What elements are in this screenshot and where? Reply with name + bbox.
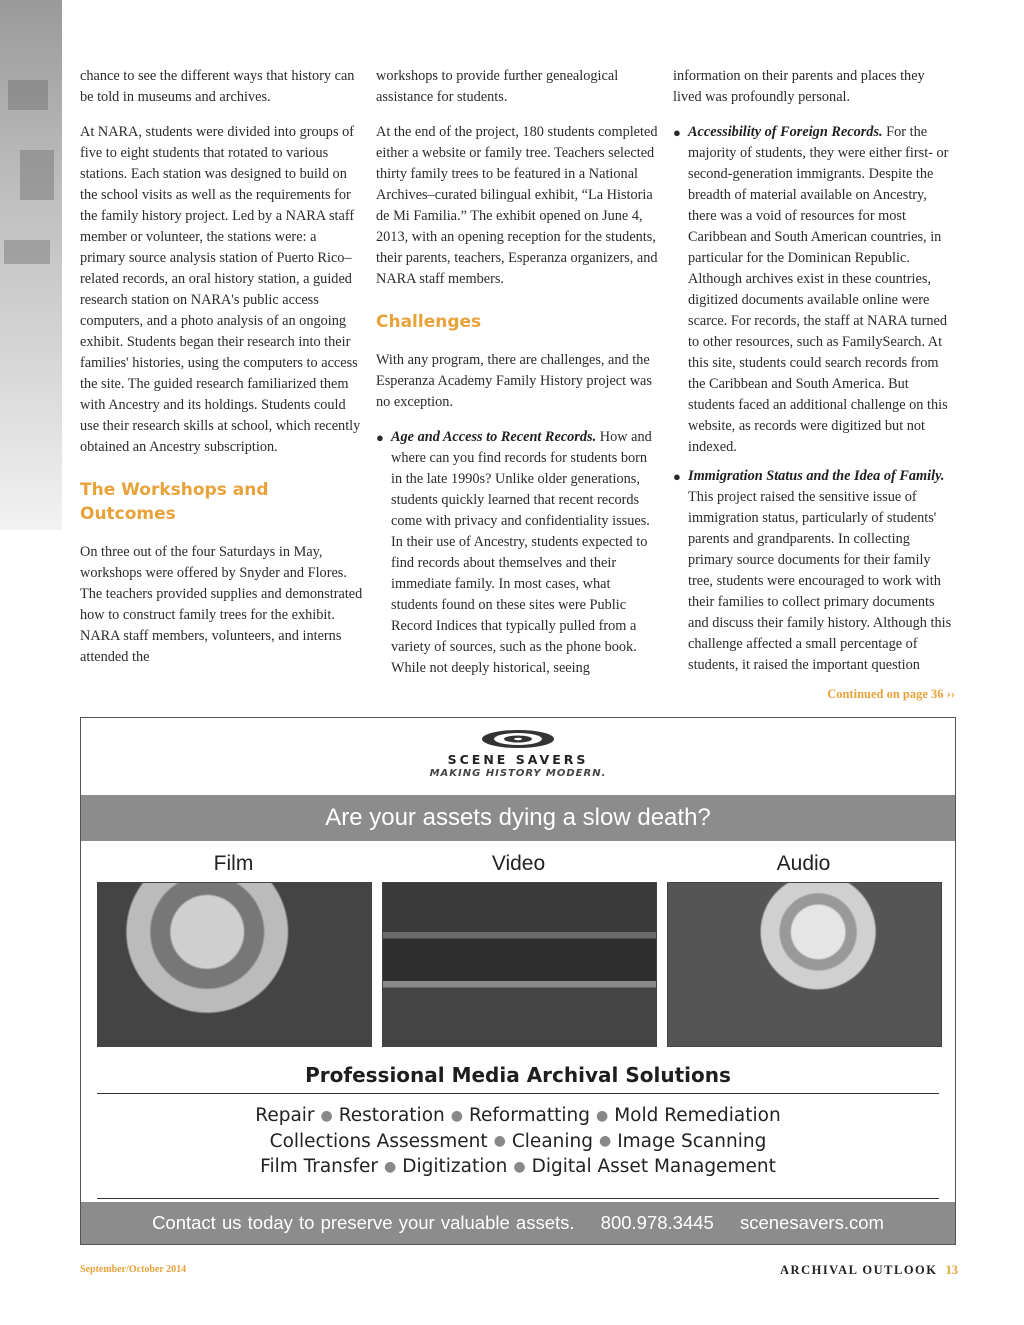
bullet-item [673, 466, 955, 676]
phone-number[interactable]: 800.978.3445 [600, 1212, 714, 1233]
brand-name: SCENE SAVERS [447, 752, 589, 767]
bullet-text: This project raised the sensitive issue of immigration status, particularly of students' parents and grandparents. In collecting primary source documents for their family tree, students were encouraged to work with their families to collect primary documents and discuss their family history. Although this challenge affected a small percentage of students, it raised the important question [688, 489, 952, 673]
service: Digitization [402, 1156, 508, 1177]
paragraph: chance to see the different ways that history can be told in museums and archives. [80, 68, 355, 105]
video-photo [382, 882, 657, 1047]
ad-title: Professional Media Archival Solutions [305, 1063, 731, 1087]
service: Image Scanning [617, 1130, 767, 1152]
issue-date: September/October 2014 [80, 1264, 187, 1275]
advertisement [80, 717, 956, 1245]
bullet-item [376, 427, 658, 679]
bullet-icon: ● [673, 469, 681, 484]
service: Restoration [338, 1105, 445, 1126]
service: Reformatting [468, 1105, 590, 1126]
service: Film Transfer [260, 1156, 379, 1177]
services-list [81, 1103, 955, 1180]
article-column-1 [80, 66, 365, 682]
paragraph: On three out of the four Saturdays in May, workshops were offered by Snyder and Flores. The teachers provided supplies and demonstrated how to construct family trees for the exhibit. NARA staff members, volunteers, and interns attended the [80, 544, 363, 665]
services-line: Film Transfer ● Digitization ● Digital Asset Management [260, 1156, 776, 1177]
media-label: Audio [776, 852, 831, 875]
service: Collections Assessment [269, 1130, 488, 1152]
paragraph: workshops to provide further genealogical assistance for students. [376, 68, 619, 105]
paragraph: information on their parents and places they lived was profoundly personal. [673, 68, 925, 105]
paragraph: At the end of the project, 180 students completed either a website or family tree. Teachers selected thirty family trees to be featured in a National Archives–curated bilingual exhibit, “La Historia de Mi Familia.” The exhibit opened on June 4, 2013, with an opening reception for the students, their parents, teachers, Esperanza organizers, and NARA staff members. [376, 124, 658, 287]
service: Cleaning [511, 1130, 593, 1152]
media-film [97, 852, 370, 1047]
bullet-text: For the majority of students, they were either first- or second-generation immigrants. Despite the breadth of material available on Ancestry, there was a void of resources for most Caribbean and South American countries, in particular for the Dominican Republic. Although archives exist in these countries, digitized documents available online were scarce. For records, the staff at NARA turned to other resources, such as FamilySearch. At this site, students could search records from the Caribbean and South America. But students faced an additional challenge on this website, as records were digitized but not indexed. [688, 124, 949, 455]
bullet-lead: Immigration Status and the Idea of Family. [688, 468, 945, 484]
continued-link[interactable]: Continued on page 36 ›› [827, 687, 955, 701]
bullet-icon: ● [673, 125, 681, 140]
side-photo-strip [0, 0, 62, 530]
service: Repair [255, 1105, 315, 1126]
article-column-3 [673, 66, 955, 705]
page-number: 13 [945, 1263, 958, 1277]
ad-headline: Are your assets dying a slow death? [81, 795, 955, 841]
service: Digital Asset Management [531, 1156, 776, 1177]
section-heading: Challenges [376, 312, 482, 332]
paragraph: At NARA, students were divided into groups of five to eight students that rotated to various stations. Each station was designed to build on the school visits as well as the requirements for the family history project. Led by a NARA staff member or volunteer, the stations were: a primary source analysis station of Puerto Rico–related records, an oral history station, a guided research station on NARA's public access computers, and a photo analysis of an ongoing exhibit. Students began their research into their families' histories, using the computers to access the site. The guided research familiarized them with Ancestry and its holdings. Students could use their research skills at school, which recently obtained an Ancestry subscription. [80, 124, 361, 455]
scene-savers-logo [81, 728, 955, 779]
publication-name: ARCHIVAL OUTLOOK [780, 1263, 938, 1277]
website-link[interactable]: scenesavers.com [739, 1212, 884, 1233]
service: Mold Remediation [614, 1105, 781, 1126]
contact-bar [81, 1202, 955, 1244]
film-photo [97, 882, 372, 1047]
bullet-icon: ● [376, 430, 384, 445]
services-line: Repair ● Restoration ● Reformatting ● Mold Remediation [255, 1105, 781, 1126]
divider [97, 1198, 939, 1199]
article-column-2 [376, 66, 658, 687]
media-label: Video [491, 852, 546, 875]
audio-photo [667, 882, 942, 1047]
bullet-lead: Age and Access to Recent Records. [391, 429, 597, 445]
publication-footer [780, 1263, 958, 1278]
divider [97, 1093, 939, 1094]
bullet-text: How and where can you find records for students born in the late 1990s? Unlike older generations, students quickly learned that recent records come with privacy and confidentiality issues. In their use of Ancestry, students expected to find records about themselves and their immediate family. In most cases, what students found on these sites were Public Record Indices that typically pulled from a variety of sources, such as the phone book. While not deeply historical, seeing [391, 429, 652, 676]
bullet-lead: Accessibility of Foreign Records. [688, 124, 883, 140]
section-heading: The Workshops and Outcomes [80, 480, 269, 524]
paragraph: With any program, there are challenges, and the Esperanza Academy Family History project was no exception. [376, 352, 652, 410]
media-audio [667, 852, 940, 1047]
reel-logo-icon [480, 728, 556, 750]
bullet-item [673, 122, 955, 458]
media-label: Film [213, 852, 254, 875]
brand-tagline: MAKING HISTORY MODERN. [429, 768, 607, 779]
services-line: Collections Assessment ● Cleaning ● Image Scanning [269, 1130, 767, 1152]
contact-text: Contact us today to preserve your valuable assets. [152, 1212, 575, 1233]
media-video [382, 852, 655, 1047]
